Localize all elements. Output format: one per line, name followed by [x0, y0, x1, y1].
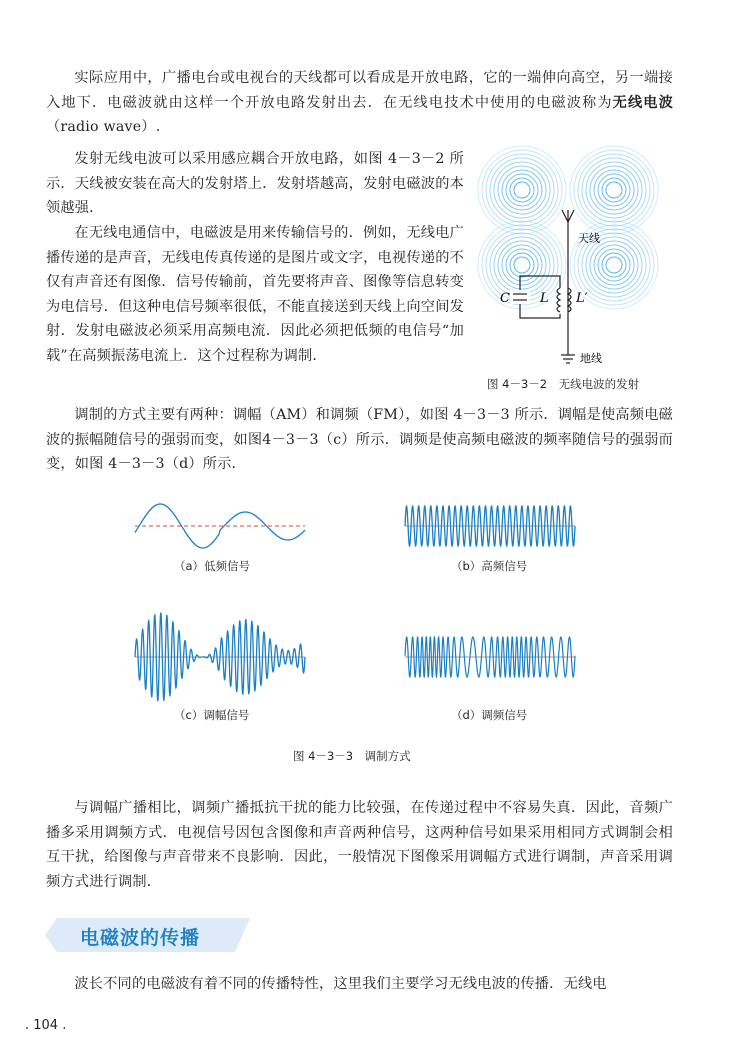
paragraph-2: 发射无线电波可以采用感应耦合开放电路，如图 4－3－2 所示．天线被安装在高大的发射塔上．发射塔越高，发射电磁波的本领越强． [46, 151, 464, 216]
paragraph-6: 波长不同的电磁波有着不同的传播特性，这里我们主要学习无线电波的传播．无线电 [74, 976, 607, 992]
radiation-ring [514, 182, 530, 198]
low-frequency-wave [135, 496, 305, 556]
radiation-ring [598, 174, 630, 206]
paragraph-5: 与调幅广播相比，调频广播抵抗干扰的能力比较强，在传递过程中不容易失真．因此，音频广播多采用调频方式．电视信号因包含图像和声音两种信号，这两种信号如果采用相同方式调制会相互干扰，给图像与声音带来不良影响．因此，一般情况下图像采用调幅方式进行调制，声音采用调频方式进行调制． [46, 800, 673, 890]
radiation-ring [590, 241, 638, 289]
coil-label: L′ [576, 291, 588, 306]
caption-c: （c）调幅信号 [174, 708, 250, 722]
radiation-ring [578, 154, 650, 226]
radiation-ring [598, 249, 630, 281]
radiation-ring [486, 154, 558, 226]
figure-4-3-2 [482, 150, 672, 365]
paragraph-1: 实际应用中，广播电台或电视台的天线都可以看成是开放电路，它的一端伸向高空，另一端接入地下．电磁波就由这样一个开放电路发射出去．在无线电技术中使用的电磁波称为无线电波（radio wave）. [46, 70, 673, 135]
radiation-ring [582, 158, 646, 222]
radiation-ring [606, 182, 622, 198]
caption-b: （b）高频信号 [451, 559, 528, 573]
radiation-ring [498, 166, 546, 214]
radiation-ring [506, 174, 538, 206]
caption-a: （a）低频信号 [174, 559, 251, 573]
radiation-ring [490, 233, 554, 297]
capacitor-label: C [500, 291, 510, 306]
radiation-ring [502, 245, 542, 285]
inductor-label: L [540, 291, 549, 306]
radiation-ring [606, 257, 622, 273]
radiation-ring [514, 257, 530, 273]
radiation-ring [594, 170, 634, 210]
page-number: . 104 . [25, 1018, 67, 1033]
radiation-ring [594, 245, 634, 285]
radiation-ring [498, 241, 546, 289]
caption-d: （d）调频信号 [451, 708, 528, 722]
ground-label: 地线 [580, 352, 602, 365]
section-title: 电磁波的传播 [80, 927, 201, 949]
antenna-label: 天线 [578, 232, 600, 245]
radiation-ring [490, 158, 554, 222]
am-wave [135, 607, 305, 707]
radiation-ring [590, 166, 638, 214]
high-frequency-wave [405, 496, 575, 556]
radiation-ring [502, 170, 542, 210]
figure-4-3-3-caption: 图 4－3－3 调制方式 [293, 749, 411, 763]
fm-wave [405, 627, 575, 687]
term-radio-wave: 无线电波 [612, 94, 673, 111]
paragraph-3: 在无线电通信中，电磁波是用来传输信号的．例如，无线电广播传递的是声音，无线电传真传递的是图片或文字，电视传递的不仅有声音还有图像．信号传输前，首先要将声音、图像等信息转变为电信号．但这种电信号频率很低，不能直接送到天线上向空间发射．发射电磁波必须采用高频电流．因此必须把低频的电信号“加载”在高频振荡电流上．这个过程称为调制． [46, 225, 464, 364]
figure-4-3-2-caption: 图 4－3－2 无线电波的发射 [487, 377, 640, 391]
paragraph-4: 调制的方式主要有两种：调幅（AM）和调频（FM），如图 4－3－3 所示．调幅是使高频电磁波的振幅随信号的强弱而变，如图4－3－3（c）所示．调频是使高频电磁波的频率随信号的强弱而变，如图 4－3－3（d）所示． [46, 407, 673, 472]
